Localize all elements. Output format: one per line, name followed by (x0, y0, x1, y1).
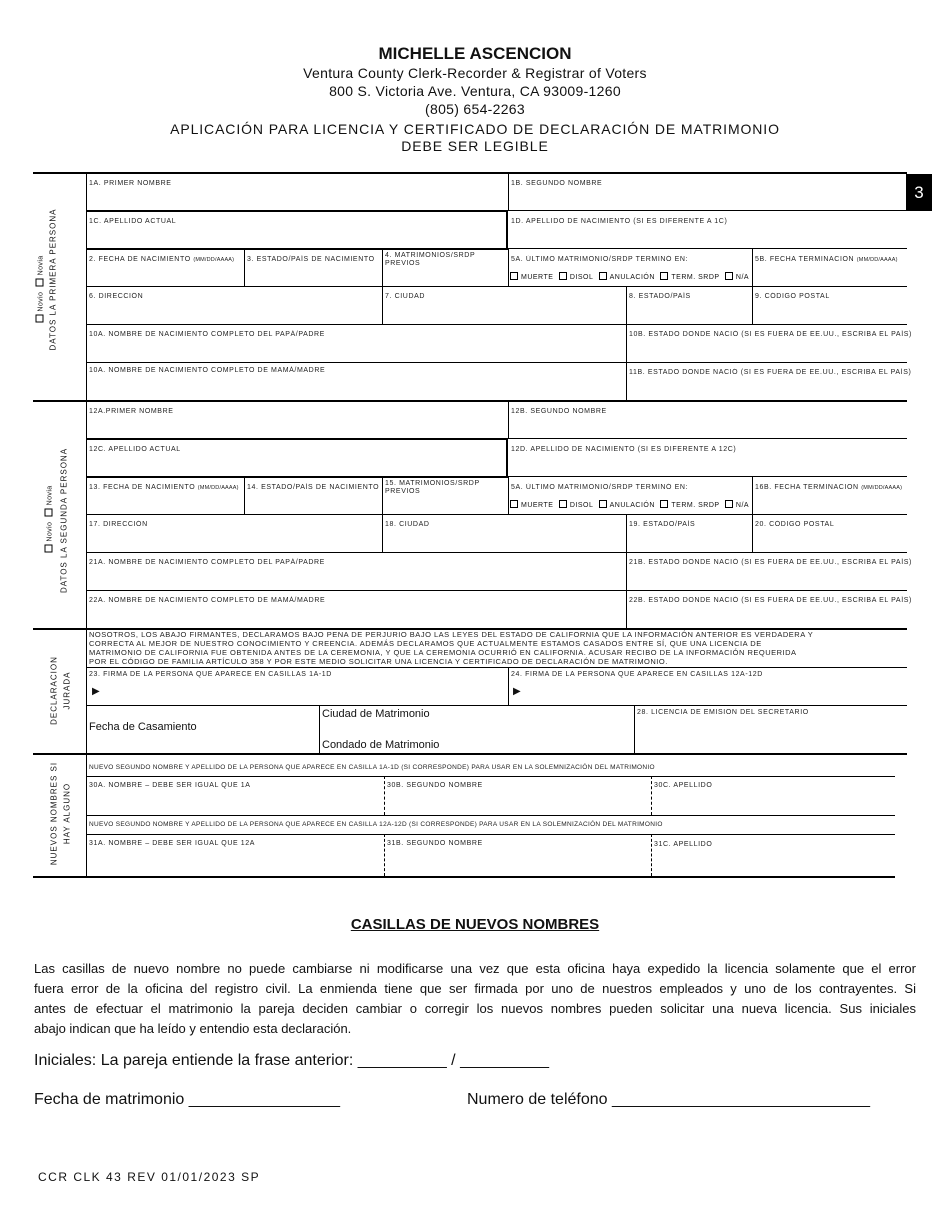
person1-end-options: MUERTE DISOL ANULACIÓN TERM. SRDP N/A (507, 272, 749, 281)
field-12b-segundo-nombre[interactable]: 12B. SEGUNDO NOMBRE (511, 408, 607, 415)
person2-section-label: DATOS LA SEGUNDA PERSONA (59, 447, 69, 594)
field-11a-nombre-madre[interactable]: 10A. NOMBRE DE NACIMIENTO COMPLETO DE MAMÁ/MADRE (89, 367, 326, 374)
field-1b-segundo-nombre[interactable]: 1B. SEGUNDO NOMBRE (511, 180, 603, 187)
declaration-label-2: JURADA (62, 671, 72, 710)
field-8-estado-pais[interactable]: 8. ESTADO/PAÍS (629, 293, 691, 300)
telefono-line[interactable]: Numero de teléfono _____________________________ (467, 1091, 871, 1108)
new-names-person2-header: NUEVO SEGUNDO NOMBRE Y APELLIDO DE LA PERSONA QUE APARECE EN CASILLA 12A-12D (SI CORRESPONDE) PARA USAR EN LA SOLEMNIZACIÓN DEL MATRIMONIO (89, 821, 663, 828)
field-1a-primer-nombre[interactable]: 1A. PRIMER NOMBRE (89, 180, 172, 187)
na-checkbox-2[interactable] (725, 500, 733, 508)
person1-gender-options: Novio Novia (36, 241, 45, 341)
field-30a-nombre[interactable]: 30A. NOMBRE – DEBE SER IGUAL QUE 1A (89, 782, 251, 789)
clerk-name: MICHELLE ASCENCION (378, 44, 572, 63)
field-12d-apellido-nacimiento[interactable]: 12D. APELLIDO DE NACIMIENTO (SI ES DIFERENTE A 12C) (511, 446, 737, 453)
field-16a-ultimo-matrimonio: 5A. ÚLTIMO MATRIMONIO/SRDP TERMINÓ EN: (511, 484, 689, 491)
field-31b-segundo-nombre[interactable]: 31B. SEGUNDO NOMBRE (387, 840, 483, 847)
field-14-estado-nacimiento[interactable]: 14. ESTADO/PAÍS DE NACIMIENTO (247, 484, 380, 491)
field-2-fecha-nacimiento[interactable]: 2. FECHA DE NACIMIENTO (MM/DD/AAAA) (89, 256, 235, 263)
field-23-firma-persona1[interactable]: 23. FIRMA DE LA PERSONA QUE APARECE EN CASILLAS 1A-1D (89, 671, 332, 678)
field-30c-apellido[interactable]: 30C. APELLIDO (654, 782, 713, 789)
field-1c-apellido-actual[interactable]: 1C. APELLIDO ACTUAL (89, 218, 177, 225)
field-1d-apellido-nacimiento[interactable]: 1D. APELLIDO DE NACIMIENTO (SI ES DIFERENTE A 1C) (511, 218, 728, 225)
field-10a-nombre-padre[interactable]: 10A. NOMBRE DE NACIMIENTO COMPLETO DEL PAPÁ/PADRE (89, 331, 325, 338)
field-19-estado-pais[interactable]: 19. ESTADO/PAÍS (629, 521, 696, 528)
field-24-firma-persona2[interactable]: 24. FIRMA DE LA PERSONA QUE APARECE EN CASILLAS 12A-12D (511, 671, 763, 678)
field-12c-apellido-actual[interactable]: 12C. APELLIDO ACTUAL (89, 446, 181, 453)
field-31c-apellido[interactable]: 31C. APELLIDO (654, 841, 713, 848)
novio-checkbox[interactable] (36, 315, 44, 323)
field-12a-primer-nombre[interactable]: 12A.PRIMER NOMBRE (89, 408, 174, 415)
new-names-label-2: HAY ALGUNO (62, 782, 72, 845)
office-address: 800 S. Victoria Ave. Ventura, CA 93009-1260 (329, 83, 621, 99)
fecha-casamiento-field[interactable]: Fecha de Casamiento (89, 721, 197, 733)
signature-arrow-icon: ▶ (92, 686, 100, 697)
office-name: Ventura County Clerk-Recorder & Registrar of Voters (303, 65, 647, 81)
field-5a-ultimo-matrimonio: 5A. ÚLTIMO MATRIMONIO/SRDP TERMINÓ EN: (511, 256, 689, 263)
field-18-ciudad[interactable]: 18. CIUDAD (385, 521, 430, 528)
na-checkbox[interactable] (725, 272, 733, 280)
ciudad-matrimonio-field[interactable]: Ciudad de Matrimonio (322, 708, 430, 720)
new-names-label-1: NUEVOS NOMBRES SI (49, 761, 59, 866)
field-11b-estado-madre[interactable]: 11B. ESTADO DONDE NACIÓ (SI ES FUERA DE EE.UU., ESCRIBA EL PAÍS) (629, 369, 912, 376)
signature-arrow-icon-2: ▶ (513, 686, 521, 697)
declaration-label-1: DECLARACION (49, 656, 59, 725)
person1-section-label: DATOS LA PRIMERA PERSONA (48, 208, 58, 351)
field-17-direccion[interactable]: 17. DIRECCIÓN (89, 521, 148, 528)
field-3-estado-nacimiento[interactable]: 3. ESTADO/PAÍS DE NACIMIENTO (247, 256, 375, 263)
field-5b-fecha-terminacion[interactable]: 5B. FECHA TERMINACION (MM/DD/AAAA) (755, 256, 898, 263)
field-16b-fecha-terminacion[interactable]: 16B. FECHA TERMINACION (MM/DD/AAAA) (755, 484, 903, 491)
disol-checkbox-2[interactable] (559, 500, 567, 508)
field-7-ciudad[interactable]: 7. CIUDAD (385, 293, 426, 300)
field-9-codigo-postal[interactable]: 9. CÓDIGO POSTAL (755, 293, 830, 300)
person2-gender-options: Novio Novia (45, 471, 54, 571)
page-number-badge: 3 (906, 174, 932, 211)
disol-checkbox[interactable] (559, 272, 567, 280)
new-names-heading: CASILLAS DE NUEVOS NOMBRES (350, 916, 600, 933)
anulacion-checkbox[interactable] (599, 272, 607, 280)
field-6-direccion[interactable]: 6. DIRECCIÓN (89, 293, 144, 300)
field-10b-estado-padre[interactable]: 10B. ESTADO DONDE NACIÓ (SI ES FUERA DE EE.UU., ESCRIBA EL PAÍS) (629, 331, 912, 338)
term-srdp-checkbox-2[interactable] (660, 500, 668, 508)
new-names-person1-header: NUEVO SEGUNDO NOMBRE Y APELLIDO DE LA PERSONA QUE APARECE EN CASILLA 1A-1D (SI CORRESPONDE) PARA USAR EN LA SOLEMNIZACIÓN DEL MATRIMONIO (89, 764, 655, 771)
field-21a-nombre-padre[interactable]: 21A. NOMBRE DE NACIMIENTO COMPLETO DEL PAPÁ/PADRE (89, 559, 325, 566)
novia-checkbox[interactable] (36, 278, 44, 286)
field-13-fecha-nacimiento[interactable]: 13. FECHA DE NACIMIENTO (MM/DD/AAAA) (89, 484, 239, 491)
field-28-licencia-emision[interactable]: 28. LICENCIA DE EMISION DEL SECRETARIO (637, 709, 809, 716)
initials-line[interactable]: Iniciales: La pareja entiende la frase anterior: __________ / __________ (34, 1052, 550, 1069)
muerte-checkbox-2[interactable] (510, 500, 518, 508)
form-title: APLICACIÓN PARA LICENCIA Y CERTIFICADO DE DECLARACIÓN DE MATRIMONIO (170, 121, 780, 137)
office-phone: (805) 654-2263 (425, 101, 525, 117)
field-22a-nombre-madre[interactable]: 22A. NOMBRE DE NACIMIENTO COMPLETO DE MAMÁ/MADRE (89, 597, 326, 604)
field-4-matrimonios-previos[interactable]: 4. MATRIMONIOS/SRDP PREVIOS (385, 252, 476, 267)
muerte-checkbox[interactable] (510, 272, 518, 280)
anulacion-checkbox-2[interactable] (599, 500, 607, 508)
field-15-matrimonios-previos[interactable]: 15. MATRIMONIOS/SRDP PREVIOS (385, 480, 480, 495)
fecha-matrimonio-line[interactable]: Fecha de matrimonio _________________ (34, 1091, 341, 1108)
field-21b-estado-padre[interactable]: 21B. ESTADO DONDE NACIÓ (SI ES FUERA DE EE.UU., ESCRIBA EL PAÍS) (629, 559, 912, 566)
person2-end-options: MUERTE DISOL ANULACIÓN TERM. SRDP N/A (507, 500, 749, 509)
field-22b-estado-madre[interactable]: 22B. ESTADO DONDE NACIÓ (SI ES FUERA DE EE.UU., ESCRIBA EL PAÍS) (629, 597, 912, 604)
novio-checkbox-2[interactable] (45, 545, 53, 553)
field-20-codigo-postal[interactable]: 20. CÓDIGO POSTAL (755, 521, 835, 528)
field-31a-nombre[interactable]: 31A. NOMBRE – DEBE SER IGUAL QUE 12A (89, 840, 256, 847)
term-srdp-checkbox[interactable] (660, 272, 668, 280)
novia-checkbox-2[interactable] (45, 508, 53, 516)
legibility-note: DEBE SER LEGIBLE (401, 138, 549, 154)
field-30b-segundo-nombre[interactable]: 30B. SEGUNDO NOMBRE (387, 782, 483, 789)
form-code: CCR CLK 43 REV 01/01/2023 SP (38, 1170, 261, 1184)
condado-matrimonio-field[interactable]: Condado de Matrimonio (322, 739, 440, 751)
